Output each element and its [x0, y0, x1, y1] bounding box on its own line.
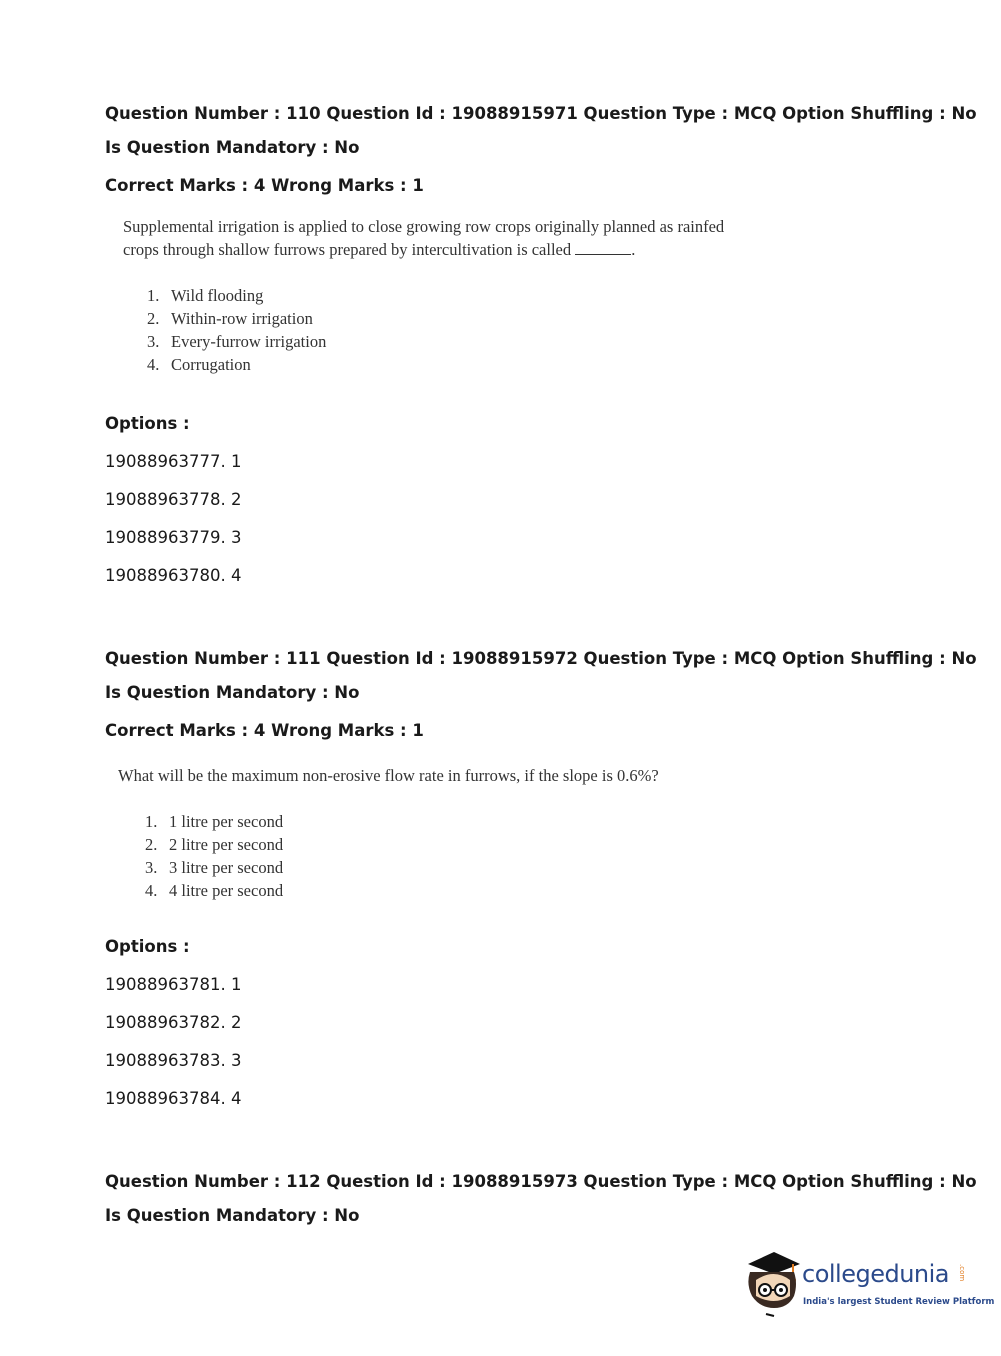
choice-number: 4. [145, 881, 158, 900]
choice-item [145, 879, 283, 902]
option-item: 19088963777. 1 [105, 452, 242, 471]
choice-number: 1. [147, 286, 160, 305]
question-stem [118, 764, 659, 787]
logo-domain: .com [958, 1264, 966, 1282]
stem-line: What will be the maximum non-erosive flow rate in furrows, if the slope is 0.6%? [118, 766, 659, 785]
choice-text: 2 litre per second [169, 835, 284, 854]
question-marks: Correct Marks : 4 Wrong Marks : 1 [105, 176, 424, 195]
question-header: Question Number : 112 Question Id : 19088915973 Question Type : MCQ Option Shuffling : No [105, 1172, 977, 1191]
choice-text: Every-furrow irrigation [171, 332, 327, 351]
option-item: 19088963782. 2 [105, 1013, 242, 1032]
choice-list [147, 284, 326, 376]
choice-item [147, 284, 326, 307]
collegedunia-logo [744, 1250, 995, 1320]
option-item: 19088963783. 3 [105, 1051, 242, 1070]
question-header: Question Number : 111 Question Id : 19088915972 Question Type : MCQ Option Shuffling : No [105, 649, 977, 668]
options-label: Options : [105, 937, 190, 956]
question-mandatory: Is Question Mandatory : No [105, 1206, 360, 1225]
question-header: Question Number : 110 Question Id : 19088915971 Question Type : MCQ Option Shuffling : No [105, 104, 977, 123]
choice-number: 1. [145, 812, 158, 831]
mascot-icon [744, 1250, 804, 1320]
choice-text: Corrugation [171, 355, 251, 374]
choice-text: Wild flooding [171, 286, 264, 305]
option-item: 19088963784. 4 [105, 1089, 242, 1108]
choice-item [145, 856, 283, 879]
option-item: 19088963779. 3 [105, 528, 242, 547]
option-item: 19088963778. 2 [105, 490, 242, 509]
choice-item [147, 307, 326, 330]
choice-number: 2. [147, 309, 160, 328]
stem-line: Supplemental irrigation is applied to close growing row crops originally planned as rainfed [123, 217, 725, 236]
logo-wordmark: collegedunia [802, 1260, 950, 1288]
choice-text: Within-row irrigation [171, 309, 313, 328]
stem-end: . [631, 240, 636, 259]
question-mandatory: Is Question Mandatory : No [105, 138, 360, 157]
choice-text: 4 litre per second [169, 881, 284, 900]
choice-text: 1 litre per second [169, 812, 284, 831]
question-mandatory: Is Question Mandatory : No [105, 683, 360, 702]
choice-number: 4. [147, 355, 160, 374]
choice-number: 3. [145, 858, 158, 877]
choice-item [147, 330, 326, 353]
question-stem [123, 215, 724, 261]
choice-text: 3 litre per second [169, 858, 284, 877]
choice-item [145, 810, 283, 833]
choice-list [145, 810, 283, 902]
choice-number: 2. [145, 835, 158, 854]
choice-item [147, 353, 326, 376]
answer-blank [575, 240, 631, 255]
question-marks: Correct Marks : 4 Wrong Marks : 1 [105, 721, 424, 740]
stem-line [123, 238, 724, 261]
choice-number: 3. [147, 332, 160, 351]
stem-text: crops through shallow furrows prepared by intercultivation is called [123, 240, 572, 259]
option-item: 19088963781. 1 [105, 975, 242, 994]
logo-tagline: India's largest Student Review Platform [803, 1297, 995, 1307]
option-item: 19088963780. 4 [105, 566, 242, 585]
options-label: Options : [105, 414, 190, 433]
choice-item [145, 833, 283, 856]
